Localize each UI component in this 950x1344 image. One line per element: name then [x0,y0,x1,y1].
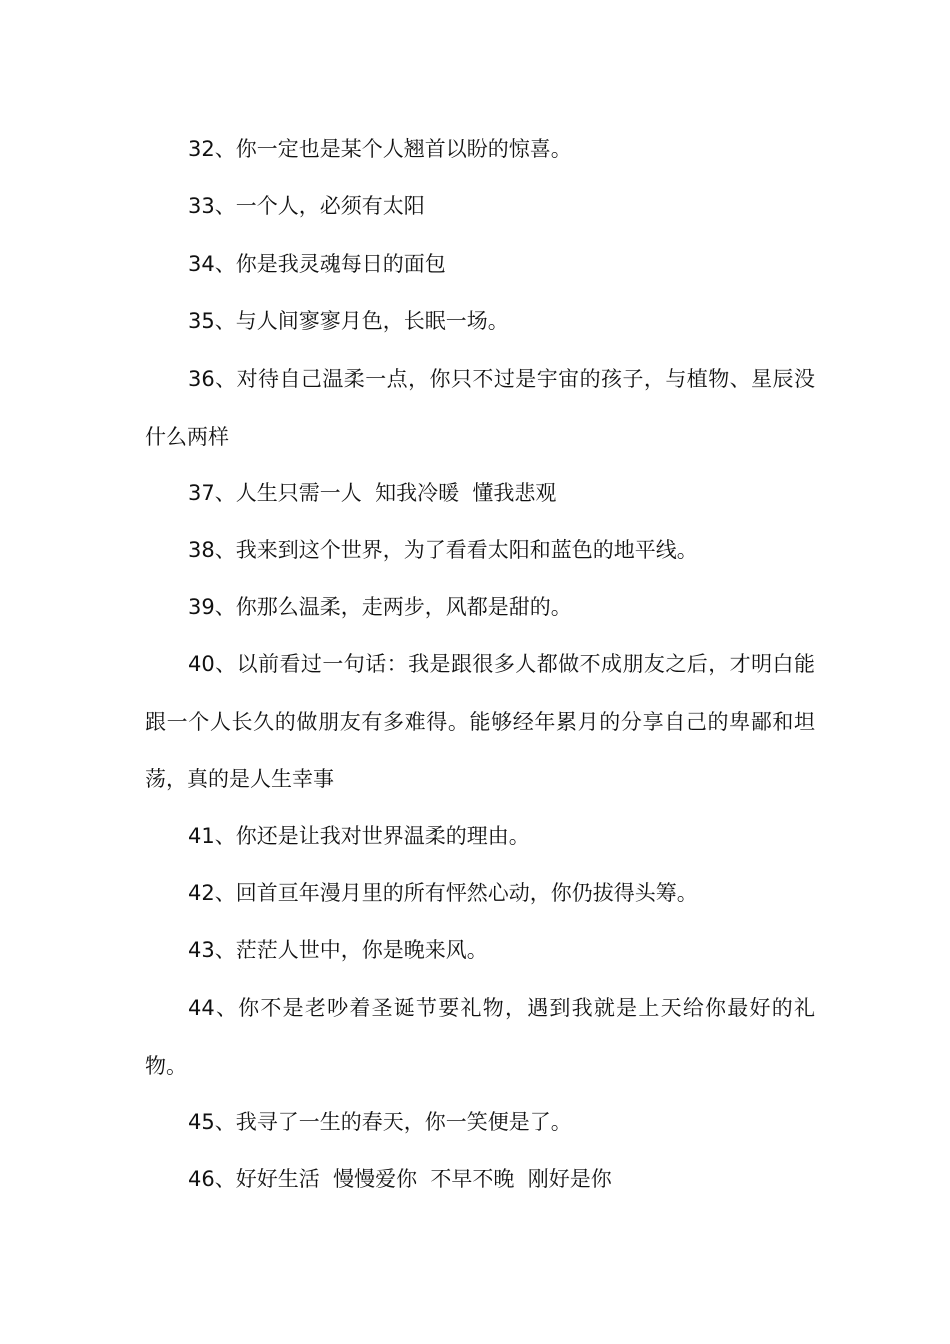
line-35: 35、与人间寥寥月色，长眠一场。 [188,309,509,333]
line-33: 33、一个人，必须有太阳 [188,194,425,218]
line-43: 43、茫茫人世中，你是晚来风。 [188,938,488,962]
line-44: 44、你不是老吵着圣诞节要礼物，遇到我就是上天给你最好的礼物。 [145,996,815,1078]
line-36: 36、对待自己温柔一点，你只不过是宇宙的孩子，与植物、星辰没什么两样 [145,367,815,449]
line-45: 45、我寻了一生的春天，你一笑便是了。 [188,1110,572,1134]
line-37: 37、人生只需一人 知我冷暖 懂我悲观 [188,481,557,505]
line-42: 42、回首亘年漫月里的所有怦然心动，你仍拔得头筹。 [188,881,698,905]
line-46: 46、好好生活 慢慢爱你 不早不晚 刚好是你 [188,1167,612,1191]
line-40: 40、以前看过一句话：我是跟很多人都做不成朋友之后，才明白能跟一个人长久的做朋友有多难得。能够经年累月的分享自己的卑鄙和坦荡，真的是人生幸事 [145,652,815,791]
line-41: 41、你还是让我对世界温柔的理由。 [188,824,530,848]
line-38: 38、我来到这个世界，为了看看太阳和蓝色的地平线。 [188,538,698,562]
line-34: 34、你是我灵魂每日的面包 [188,252,446,276]
line-32: 32、你一定也是某个人翘首以盼的惊喜。 [188,137,572,161]
line-39: 39、你那么温柔，走两步，风都是甜的。 [188,595,572,619]
